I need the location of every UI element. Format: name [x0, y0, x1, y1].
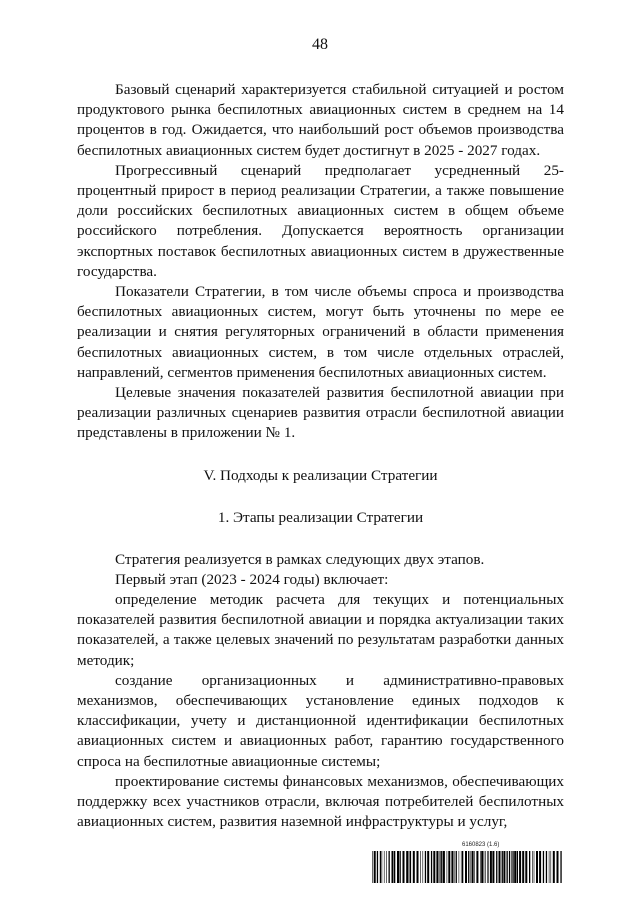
document-body	[77, 80, 564, 833]
list-item-mechanisms: создание организационных и административно-правовых механизмов, обеспечивающих установление единых подходов к классификации, учету и дистанционной идентификации беспилотных авиационных систем и авиационных работ, гарантию государственного спроса на беспилотные авиационные системы;	[77, 671, 564, 770]
paragraph-target-values: Целевые значения показателей развития беспилотной авиации при реализации различных сценариев развития отрасли беспилотной авиации представлены в приложении № 1.	[77, 384, 564, 442]
paragraph-base-scenario: Базовый сценарий характеризуется стабильной ситуацией и ростом продуктового рынка беспилотных авиационных систем в среднем на 14 процентов в год. Ожидается, что наибольший рост объемов производства беспилотных авиационных систем будет достигнут в 2025 - 2027 годах.	[77, 81, 564, 159]
paragraph-strategy-indicators: Показатели Стратегии, в том числе объемы спроса и производства беспилотных авиационных систем, могут быть уточнены по мере ее реализации и снятия регуляторных ограничений в области применения беспилотных авиационных систем, в том числе отдельных отраслей, направлений, сегментов применения беспилотных авиационных систем.	[77, 283, 564, 381]
paragraph-two-stages: Стратегия реализуется в рамках следующих двух этапов.	[115, 550, 485, 568]
paragraph-first-stage: Первый этап (2023 - 2024 годы) включает:	[115, 570, 389, 588]
subsection-heading: 1. Этапы реализации Стратегии	[217, 508, 424, 526]
list-item-methods: определение методик расчета для текущих и потенциальных показателей развития беспилотной авиации и порядка актуализации таких показателей, а также целевых значений по результатам разработки данных методик;	[77, 591, 564, 669]
section-heading: V. Подходы к реализации Стратегии	[203, 466, 438, 484]
list-item-financial-system: проектирование системы финансовых механизмов, обеспечивающих поддержку всех участников отрасли, включая потребителей беспилотных авиационных систем, развития наземной инфраструктуры и услуг,	[77, 772, 564, 831]
paragraph-progressive-scenario: Прогрессивный сценарий предполагает усредненный 25-процентный прирост в период реализации Стратегии, а также повышение доли российских беспилотных авиационных систем в общем объеме российского потребления. Допускается вероятность организации экспортных поставок беспилотных авиационных систем в дружественные государства.	[77, 161, 564, 280]
barcode-code: 6160823 (1.6)	[462, 842, 500, 848]
page-number: 48	[312, 36, 328, 53]
barcode-image	[372, 851, 562, 883]
